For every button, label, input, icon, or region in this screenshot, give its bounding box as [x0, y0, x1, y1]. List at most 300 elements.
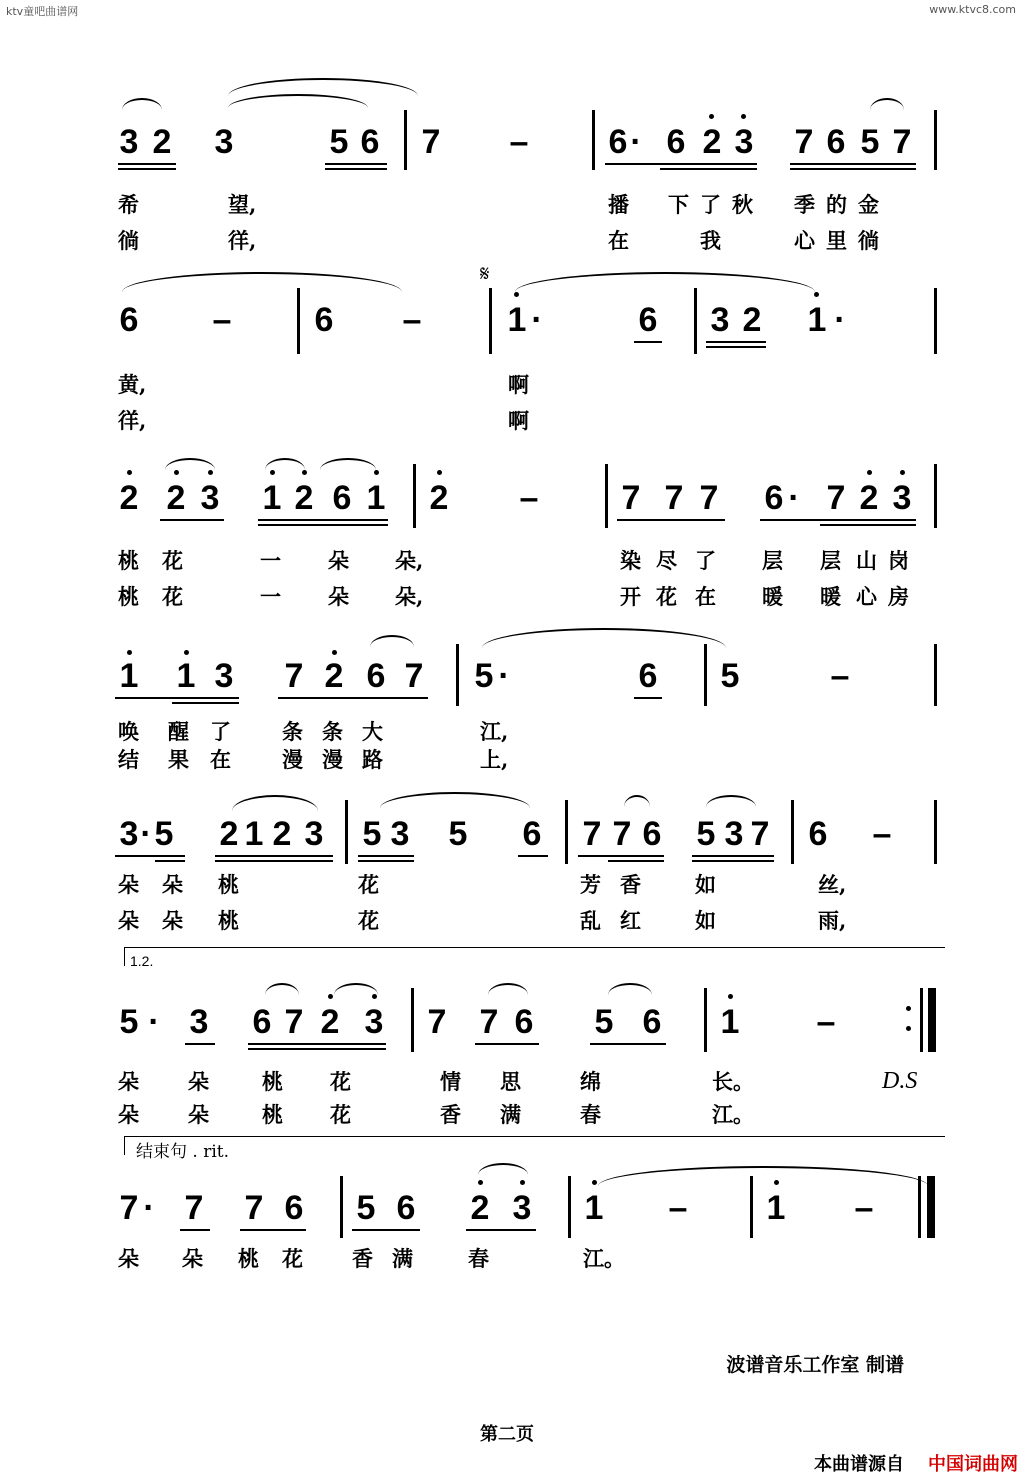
lyric: 长。	[712, 1069, 754, 1094]
octave-dot	[328, 994, 333, 999]
lyric: 暖	[820, 584, 841, 609]
lyric: 江。	[583, 1246, 625, 1271]
octave-dot	[900, 470, 905, 475]
bar-line	[934, 800, 937, 864]
lyric: 唤	[118, 719, 139, 744]
slur-arc	[228, 78, 418, 96]
note: 7	[582, 815, 602, 853]
lyric: 岗	[888, 548, 909, 573]
underline-beam	[172, 702, 239, 704]
slur-arc	[482, 628, 726, 648]
slur-arc	[165, 458, 215, 470]
note: 3	[119, 815, 139, 853]
octave-dot	[184, 650, 189, 655]
slur-arc	[320, 458, 376, 470]
note: 6	[808, 815, 828, 853]
note: 3	[189, 1003, 209, 1041]
octave-dot	[437, 470, 442, 475]
lyric: 红	[620, 908, 641, 933]
underline-beam	[475, 1043, 539, 1045]
underline-beam	[660, 168, 757, 170]
lyric: 如	[695, 872, 716, 897]
slur-arc	[122, 272, 402, 292]
underline-beam	[706, 346, 766, 348]
lyric: 望,	[228, 192, 257, 217]
bar-line	[704, 988, 707, 1052]
lyric: 朵	[118, 1246, 139, 1271]
slur-arc	[478, 1163, 528, 1175]
lyric: 雨,	[818, 908, 847, 933]
octave-dot	[514, 292, 519, 297]
octave-dot	[372, 994, 377, 999]
note: 6	[119, 301, 139, 339]
octave-dot	[741, 114, 746, 119]
lyric: 了	[700, 192, 721, 217]
note: 7	[750, 815, 770, 853]
note: 7	[404, 657, 424, 695]
underline-beam	[634, 341, 662, 343]
note: 3	[119, 123, 139, 161]
lyric: 徉,	[228, 228, 257, 253]
bar-line	[704, 644, 707, 706]
lyric: 桃	[118, 584, 139, 609]
lyric: 朵	[182, 1246, 203, 1271]
note: 6	[638, 657, 658, 695]
lyric: 桃	[238, 1246, 259, 1271]
note: 7	[284, 657, 304, 695]
lyric: 香	[620, 872, 641, 897]
underline-beam	[820, 524, 916, 526]
note: 7	[612, 815, 632, 853]
bar-line	[297, 288, 300, 354]
lyric: 花	[330, 1102, 351, 1127]
bar-line	[568, 1176, 571, 1238]
note: 1	[807, 301, 827, 339]
note: 2	[152, 123, 172, 161]
lyric: 丝,	[818, 872, 847, 897]
lyric: 情	[440, 1069, 461, 1094]
bar-line	[918, 1176, 921, 1238]
note: 3	[390, 815, 410, 853]
bar-line	[592, 110, 595, 170]
volta-label: 结束句 . rit.	[136, 1142, 230, 1162]
lyric: 春	[580, 1102, 601, 1127]
credit-text: 波谱音乐工作室 制谱	[726, 1354, 904, 1376]
note: 6	[332, 479, 352, 517]
note: 6	[252, 1003, 272, 1041]
bar-line	[411, 988, 414, 1052]
note: 5	[154, 815, 174, 853]
bar-line	[413, 464, 416, 528]
note: 6	[360, 123, 380, 161]
underline-beam	[185, 1043, 215, 1045]
lyric: 秋	[732, 192, 753, 217]
underline-beam	[240, 1229, 306, 1231]
octave-dot	[906, 1026, 911, 1031]
bar-line	[694, 288, 697, 354]
lyric: 香	[352, 1246, 373, 1271]
octave-dot	[332, 650, 337, 655]
lyric: 层	[820, 548, 841, 573]
lyric: 条	[282, 719, 303, 744]
note: 5	[474, 657, 494, 695]
lyric: 朵	[162, 872, 183, 897]
octave-dot	[478, 1180, 483, 1185]
note: 2	[702, 123, 722, 161]
lyric: 开	[620, 584, 641, 609]
note: ·	[143, 1189, 155, 1227]
underline-beam	[215, 860, 333, 862]
slur-arc	[488, 983, 528, 995]
note: ·	[630, 123, 642, 161]
octave-dot	[592, 1180, 597, 1185]
lyric: 尽	[656, 548, 677, 573]
lyric: 金	[858, 192, 879, 217]
slur-arc	[122, 98, 162, 110]
lyric: 香	[440, 1102, 461, 1127]
note: ·	[140, 815, 152, 853]
note: 1	[119, 657, 139, 695]
slur-arc	[870, 98, 904, 110]
note: 6	[764, 479, 784, 517]
lyric: 条	[322, 719, 343, 744]
slur-arc	[598, 1166, 928, 1186]
note: 5	[696, 815, 716, 853]
slur-arc	[265, 458, 305, 470]
underline-beam	[358, 860, 414, 862]
octave-dot	[374, 470, 379, 475]
lyric: 路	[362, 747, 383, 772]
bar-line	[927, 1176, 935, 1238]
octave-dot	[728, 994, 733, 999]
source-label: 本曲谱源自	[814, 1454, 904, 1475]
lyric: 徜	[858, 228, 879, 253]
underline-beam	[155, 860, 185, 862]
lyric: 江,	[480, 719, 509, 744]
bar-line	[934, 644, 937, 706]
note: 6	[608, 123, 628, 161]
note: 7	[621, 479, 641, 517]
note: 6	[638, 301, 658, 339]
underline-beam	[258, 524, 388, 526]
header-left: ktv童吧曲谱网	[6, 5, 79, 18]
underline-beam	[358, 855, 414, 857]
slur-arc	[370, 635, 414, 647]
underline-beam	[180, 1229, 210, 1231]
lyric: 思	[500, 1069, 521, 1094]
lyric: 在	[210, 747, 231, 772]
lyric: 一	[260, 548, 281, 573]
lyric: 乱	[580, 908, 601, 933]
bar-line	[791, 800, 794, 864]
bar-line	[750, 1176, 753, 1238]
slur-arc	[380, 792, 530, 808]
lyric: 果	[168, 747, 189, 772]
note: –	[872, 815, 892, 853]
note: 7	[119, 1189, 139, 1227]
note: –	[509, 123, 529, 161]
lyric: 了	[210, 719, 231, 744]
lyric: 桃	[218, 872, 239, 897]
note: 3	[892, 479, 912, 517]
note: 2	[166, 479, 186, 517]
lyric: 满	[500, 1102, 521, 1127]
note: 7	[184, 1189, 204, 1227]
note: 5	[329, 123, 349, 161]
octave-dot	[270, 470, 275, 475]
lyric: 一	[260, 584, 281, 609]
note: 7	[479, 1003, 499, 1041]
note: 1	[176, 657, 196, 695]
source-site-link[interactable]: 中国词曲网	[928, 1454, 1018, 1475]
lyric: 层	[762, 548, 783, 573]
octave-dot	[520, 1180, 525, 1185]
lyric: 在	[608, 228, 629, 253]
note: –	[402, 301, 422, 339]
lyric: 心	[856, 584, 877, 609]
lyric: 的	[826, 192, 847, 217]
lyric: 朵	[328, 584, 349, 609]
lyric: 如	[695, 908, 716, 933]
bar-line	[340, 1176, 343, 1238]
page-number: 第二页	[480, 1424, 534, 1445]
lyric: 黄,	[118, 372, 147, 397]
note: 1	[584, 1189, 604, 1227]
lyric: 啊	[508, 408, 529, 433]
underline-beam	[248, 1048, 386, 1050]
note: –	[830, 657, 850, 695]
lyric: 朵	[162, 908, 183, 933]
lyric: 绵	[580, 1069, 601, 1094]
lyric: 花	[162, 584, 183, 609]
lyric: 花	[358, 872, 379, 897]
note: 5	[119, 1003, 139, 1041]
lyric: 朵	[188, 1069, 209, 1094]
lyric: 下	[668, 192, 689, 217]
note: 6	[366, 657, 386, 695]
lyric: 啊	[508, 372, 529, 397]
bar-line	[404, 110, 407, 170]
volta-bracket	[124, 1136, 945, 1155]
lyric: 朵	[328, 548, 349, 573]
octave-dot	[867, 470, 872, 475]
lyric: 里	[826, 228, 847, 253]
octave-dot	[127, 470, 132, 475]
slur-arc	[232, 795, 318, 811]
note: 7	[892, 123, 912, 161]
note: 1	[244, 815, 264, 853]
underline-beam	[706, 341, 766, 343]
lyric: 山	[856, 548, 877, 573]
lyric: 桃	[262, 1069, 283, 1094]
note: 1	[366, 479, 386, 517]
note: 2	[429, 479, 449, 517]
octave-dot	[709, 114, 714, 119]
octave-dot	[814, 292, 819, 297]
underline-beam	[605, 163, 757, 165]
underline-beam	[578, 855, 664, 857]
volta-bracket	[124, 947, 945, 966]
note: –	[519, 479, 539, 517]
note: ·	[834, 301, 846, 339]
note: 3	[734, 123, 754, 161]
lyric: 桃	[218, 908, 239, 933]
note: 2	[742, 301, 762, 339]
underline-beam	[634, 697, 662, 699]
lyric: 希	[118, 192, 139, 217]
note: 6	[666, 123, 686, 161]
lyric: 大	[362, 719, 383, 744]
underline-beam	[325, 163, 387, 165]
note: 6	[514, 1003, 534, 1041]
bar-line	[920, 988, 923, 1052]
note: ·	[788, 479, 800, 517]
octave-dot	[127, 650, 132, 655]
lyric: 漫	[282, 747, 303, 772]
lyric: 暖	[762, 584, 783, 609]
lyric: 朵	[118, 908, 139, 933]
lyric: 春	[468, 1246, 489, 1271]
note: 7	[664, 479, 684, 517]
lyric: 江。	[712, 1102, 754, 1127]
lyric: 徜	[118, 228, 139, 253]
slur-arc	[228, 94, 368, 108]
lyric: 结	[118, 747, 139, 772]
lyric: 朵,	[395, 584, 424, 609]
note: ·	[498, 657, 510, 695]
note: –	[668, 1189, 688, 1227]
bar-line	[928, 988, 936, 1052]
lyric: 花	[282, 1246, 303, 1271]
lyric: 漫	[322, 747, 343, 772]
note: 3	[724, 815, 744, 853]
note: ·	[531, 301, 543, 339]
note: 2	[219, 815, 239, 853]
underline-beam	[790, 168, 916, 170]
note: 2	[294, 479, 314, 517]
note: 3	[364, 1003, 384, 1041]
bar-line	[934, 110, 937, 170]
octave-dot	[774, 1180, 779, 1185]
underline-beam	[118, 168, 176, 170]
note: 2	[470, 1189, 490, 1227]
note: 7	[794, 123, 814, 161]
note: 3	[304, 815, 324, 853]
note: 3	[214, 123, 234, 161]
lyric: 播	[608, 192, 629, 217]
lyric: 花	[656, 584, 677, 609]
note: 6	[284, 1189, 304, 1227]
lyric: 徉,	[118, 408, 147, 433]
underline-beam	[608, 860, 664, 862]
underline-beam	[115, 697, 239, 699]
note: 6	[642, 815, 662, 853]
underline-beam	[518, 855, 548, 857]
lyric: 花	[358, 908, 379, 933]
note: 5	[860, 123, 880, 161]
octave-dot	[906, 1006, 911, 1011]
lyric: 花	[162, 548, 183, 573]
lyric: 朵	[118, 1102, 139, 1127]
note: –	[212, 301, 232, 339]
lyric: 朵	[118, 1069, 139, 1094]
note: 6	[314, 301, 334, 339]
note: 2	[272, 815, 292, 853]
underline-beam	[760, 519, 916, 521]
underline-beam	[258, 519, 388, 521]
slur-arc	[265, 983, 299, 995]
note: 5	[594, 1003, 614, 1041]
bar-line	[934, 464, 937, 528]
lyric: 朵	[188, 1102, 209, 1127]
note: 7	[284, 1003, 304, 1041]
note: 1	[262, 479, 282, 517]
underline-beam	[466, 1229, 536, 1231]
bar-line	[345, 800, 348, 864]
underline-beam	[115, 855, 185, 857]
note: 3	[512, 1189, 532, 1227]
note: 2	[859, 479, 879, 517]
note: 1	[507, 301, 527, 339]
underline-beam	[790, 163, 916, 165]
note: 2	[324, 657, 344, 695]
note: 7	[421, 123, 441, 161]
bar-line	[489, 288, 492, 354]
note: 6	[396, 1189, 416, 1227]
lyric: 在	[695, 584, 716, 609]
note: –	[816, 1003, 836, 1041]
ds-mark: D.S	[882, 1068, 918, 1094]
underline-beam	[160, 519, 224, 521]
lyric: 了	[695, 548, 716, 573]
lyric: 满	[392, 1246, 413, 1271]
lyric: 芳	[580, 872, 601, 897]
underline-beam	[278, 697, 428, 699]
note: 6	[522, 815, 542, 853]
slur-arc	[515, 272, 815, 292]
note: 3	[200, 479, 220, 517]
underline-beam	[590, 1043, 666, 1045]
lyric: 季	[794, 192, 815, 217]
note: 1	[720, 1003, 740, 1041]
slur-arc	[624, 795, 650, 807]
underline-beam	[617, 519, 725, 521]
note: 2	[119, 479, 139, 517]
lyric: 桃	[262, 1102, 283, 1127]
lyric: 朵	[118, 872, 139, 897]
octave-dot	[208, 470, 213, 475]
bar-line	[456, 644, 459, 706]
lyric: 心	[794, 228, 815, 253]
lyric: 花	[330, 1069, 351, 1094]
lyric: 我	[700, 228, 721, 253]
volta-label: 1.2.	[130, 953, 154, 969]
note: 6	[826, 123, 846, 161]
lyric: 桃	[118, 548, 139, 573]
note: 6	[642, 1003, 662, 1041]
slur-arc	[608, 983, 652, 995]
note: 7	[244, 1189, 264, 1227]
lyric: 染	[620, 548, 641, 573]
note: 7	[699, 479, 719, 517]
underline-beam	[692, 860, 774, 862]
bar-line	[605, 464, 608, 528]
note: 5	[362, 815, 382, 853]
underline-beam	[325, 168, 387, 170]
header-right: www.ktvc8.com	[929, 3, 1016, 16]
note: 2	[320, 1003, 340, 1041]
bar-line	[565, 800, 568, 864]
